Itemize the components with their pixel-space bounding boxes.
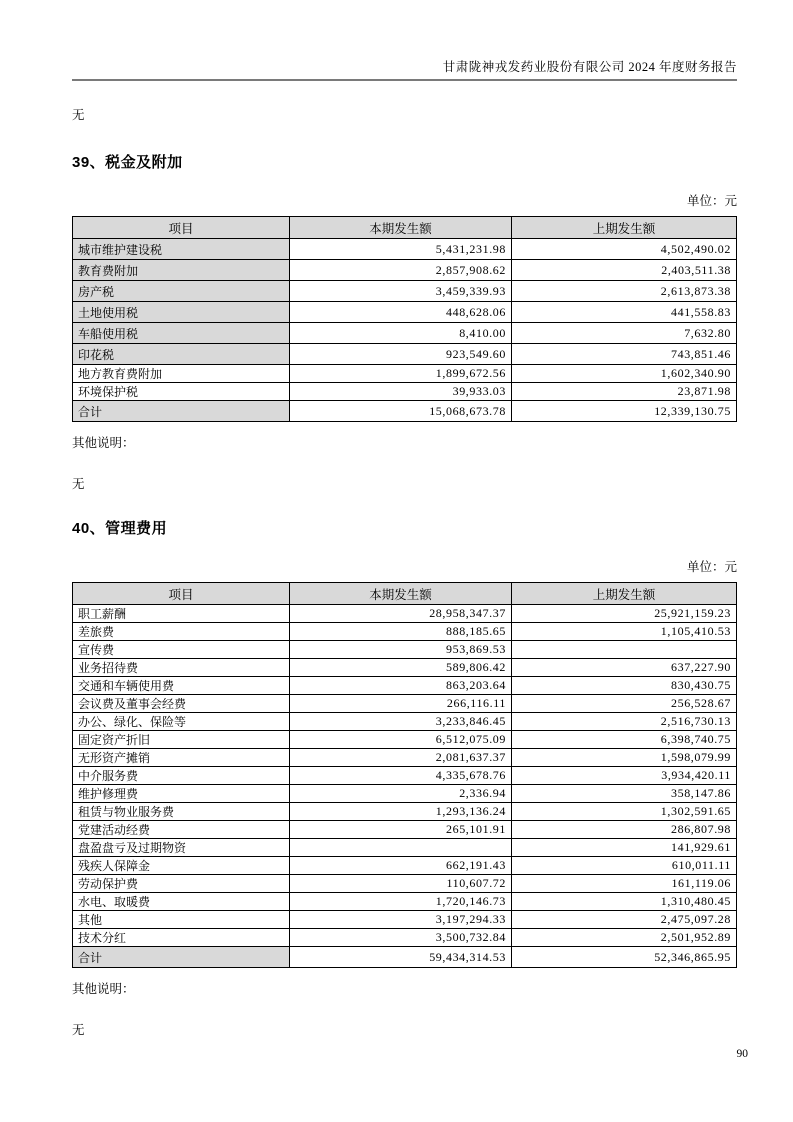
table-row: [73, 260, 737, 281]
row-item-label: 固定资产折旧: [73, 731, 290, 749]
section-39-other-notes-label: 其他说明：: [72, 436, 135, 450]
prior-period-amount: 12,339,130.75: [512, 401, 737, 422]
table-row: [73, 731, 737, 749]
current-period-amount: 110,607.72: [290, 875, 512, 893]
section-39-other-notes-value: 无: [72, 477, 85, 491]
row-item-label: 业务招待费: [73, 659, 290, 677]
table-row: [73, 239, 737, 260]
row-item-label: 盘盈盘亏及过期物资: [73, 839, 290, 857]
table-row: [73, 302, 737, 323]
row-item-label: 中介服务费: [73, 767, 290, 785]
row-item-label: 环境保护税: [73, 383, 290, 401]
row-item-label: 办公、绿化、保险等: [73, 713, 290, 731]
prior-period-amount: 637,227.90: [512, 659, 737, 677]
table-row: [73, 803, 737, 821]
prior-period-amount: 1,602,340.90: [512, 365, 737, 383]
current-period-amount: 3,500,732.84: [290, 929, 512, 947]
table-row: [73, 281, 737, 302]
prior-period-amount: 1,105,410.53: [512, 623, 737, 641]
current-period-amount: 1,293,136.24: [290, 803, 512, 821]
page-content: [72, 0, 737, 1038]
row-item-label: 技术分红: [73, 929, 290, 947]
table-row: [73, 365, 737, 383]
row-item-label: 土地使用税: [73, 302, 290, 323]
table-row: [73, 821, 737, 839]
row-item-label: 其他: [73, 911, 290, 929]
prior-period-amount: 358,147.86: [512, 785, 737, 803]
prior-period-amount: 2,501,952.89: [512, 929, 737, 947]
current-period-amount: 5,431,231.98: [290, 239, 512, 260]
prior-period-amount: 4,502,490.02: [512, 239, 737, 260]
section-40-unit-label: 单位：元: [686, 560, 737, 574]
header-divider: [72, 79, 737, 81]
table-row: [73, 839, 737, 857]
table-row: [73, 323, 737, 344]
current-period-amount: 266,116.11: [290, 695, 512, 713]
table-row: [73, 344, 737, 365]
table-row: [73, 929, 737, 947]
table-total-row: [73, 401, 737, 422]
row-item-label: 车船使用税: [73, 323, 290, 344]
current-period-amount: [290, 839, 512, 857]
row-item-label: 无形资产摊销: [73, 749, 290, 767]
table-row: [73, 623, 737, 641]
current-period-amount: 2,857,908.62: [290, 260, 512, 281]
row-item-label: 合计: [73, 401, 290, 422]
current-period-amount: 4,335,678.76: [290, 767, 512, 785]
table-row: [73, 857, 737, 875]
column-header-current-period: 本期发生额: [290, 217, 512, 239]
section-40-title: 40、管理费用: [72, 520, 168, 537]
current-period-amount: 589,806.42: [290, 659, 512, 677]
section-40-other-notes-label: 其他说明：: [72, 982, 135, 996]
row-item-label: 维护修理费: [73, 785, 290, 803]
current-period-amount: 953,869.53: [290, 641, 512, 659]
prior-period-amount: 1,598,079.99: [512, 749, 737, 767]
prior-period-amount: 7,632.80: [512, 323, 737, 344]
prior-period-amount: 141,929.61: [512, 839, 737, 857]
row-item-label: 宣传费: [73, 641, 290, 659]
current-period-amount: 1,899,672.56: [290, 365, 512, 383]
table-row: [73, 383, 737, 401]
table-header-row: [73, 217, 737, 239]
table-row: [73, 893, 737, 911]
column-header-prior-period: 上期发生额: [512, 217, 737, 239]
current-period-amount: 3,459,339.93: [290, 281, 512, 302]
table-row: [73, 641, 737, 659]
table-row: [73, 911, 737, 929]
current-period-amount: 39,933.03: [290, 383, 512, 401]
table-row: [73, 677, 737, 695]
row-item-label: 城市维护建设税: [73, 239, 290, 260]
column-header-current-period: 本期发生额: [290, 583, 512, 605]
document-header-title: 甘肃陇神戎发药业股份有限公司 2024 年度财务报告: [442, 60, 737, 74]
current-period-amount: 2,336.94: [290, 785, 512, 803]
section-39-title: 39、税金及附加: [72, 154, 183, 171]
column-header-prior-period: 上期发生额: [512, 583, 737, 605]
table-row: [73, 605, 737, 623]
table-row: [73, 767, 737, 785]
row-item-label: 残疾人保障金: [73, 857, 290, 875]
current-period-amount: 863,203.64: [290, 677, 512, 695]
row-item-label: 职工薪酬: [73, 605, 290, 623]
table-row: [73, 785, 737, 803]
prior-period-amount: 2,403,511.38: [512, 260, 737, 281]
section-40-other-notes-value: 无: [72, 1023, 85, 1037]
pre-section-note: 无: [72, 108, 85, 122]
table-total-row: [73, 947, 737, 968]
current-period-amount: 6,512,075.09: [290, 731, 512, 749]
table-row: [73, 695, 737, 713]
prior-period-amount: [512, 641, 737, 659]
prior-period-amount: 25,921,159.23: [512, 605, 737, 623]
current-period-amount: 15,068,673.78: [290, 401, 512, 422]
current-period-amount: 59,434,314.53: [290, 947, 512, 968]
row-item-label: 会议费及董事会经费: [73, 695, 290, 713]
row-item-label: 劳动保护费: [73, 875, 290, 893]
prior-period-amount: 441,558.83: [512, 302, 737, 323]
prior-period-amount: 23,871.98: [512, 383, 737, 401]
row-item-label: 交通和车辆使用费: [73, 677, 290, 695]
prior-period-amount: 161,119.06: [512, 875, 737, 893]
table-row: [73, 713, 737, 731]
current-period-amount: 1,720,146.73: [290, 893, 512, 911]
row-item-label: 党建活动经费: [73, 821, 290, 839]
prior-period-amount: 52,346,865.95: [512, 947, 737, 968]
taxes-and-surcharges-table: [72, 216, 737, 422]
row-item-label: 水电、取暖费: [73, 893, 290, 911]
table-header-row: [73, 583, 737, 605]
current-period-amount: 3,197,294.33: [290, 911, 512, 929]
section-39-unit-label: 单位：元: [686, 194, 737, 208]
current-period-amount: 888,185.65: [290, 623, 512, 641]
prior-period-amount: 743,851.46: [512, 344, 737, 365]
prior-period-amount: 2,516,730.13: [512, 713, 737, 731]
row-item-label: 教育费附加: [73, 260, 290, 281]
current-period-amount: 448,628.06: [290, 302, 512, 323]
prior-period-amount: 3,934,420.11: [512, 767, 737, 785]
current-period-amount: 265,101.91: [290, 821, 512, 839]
row-item-label: 租赁与物业服务费: [73, 803, 290, 821]
row-item-label: 地方教育费附加: [73, 365, 290, 383]
table-row: [73, 749, 737, 767]
prior-period-amount: 286,807.98: [512, 821, 737, 839]
row-item-label: 印花税: [73, 344, 290, 365]
current-period-amount: 3,233,846.45: [290, 713, 512, 731]
document-header: [72, 0, 737, 75]
prior-period-amount: 830,430.75: [512, 677, 737, 695]
row-item-label: 合计: [73, 947, 290, 968]
prior-period-amount: 256,528.67: [512, 695, 737, 713]
column-header-item: 项目: [73, 583, 290, 605]
row-item-label: 差旅费: [73, 623, 290, 641]
prior-period-amount: 1,302,591.65: [512, 803, 737, 821]
prior-period-amount: 1,310,480.45: [512, 893, 737, 911]
current-period-amount: 662,191.43: [290, 857, 512, 875]
current-period-amount: 2,081,637.37: [290, 749, 512, 767]
current-period-amount: 28,958,347.37: [290, 605, 512, 623]
current-period-amount: 923,549.60: [290, 344, 512, 365]
prior-period-amount: 610,011.11: [512, 857, 737, 875]
table-row: [73, 659, 737, 677]
management-expenses-table: [72, 582, 737, 968]
prior-period-amount: 6,398,740.75: [512, 731, 737, 749]
current-period-amount: 8,410.00: [290, 323, 512, 344]
table-row: [73, 875, 737, 893]
prior-period-amount: 2,475,097.28: [512, 911, 737, 929]
prior-period-amount: 2,613,873.38: [512, 281, 737, 302]
page-number: 90: [736, 1048, 748, 1060]
column-header-item: 项目: [73, 217, 290, 239]
row-item-label: 房产税: [73, 281, 290, 302]
